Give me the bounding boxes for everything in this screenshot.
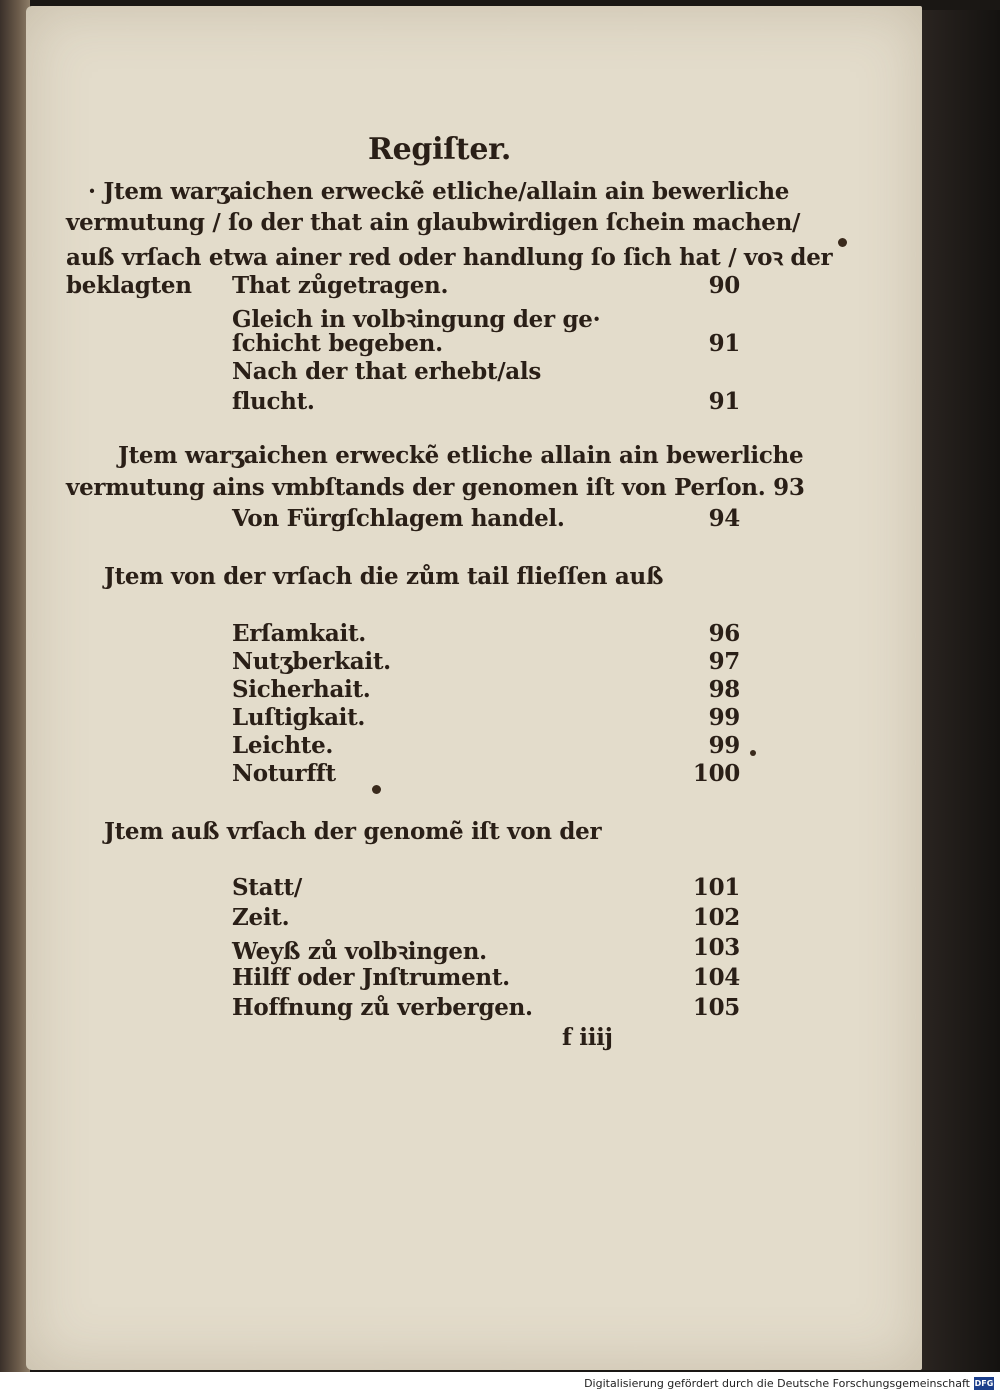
ink-spot bbox=[750, 750, 756, 756]
intro-entry-3: ſchicht begeben. bbox=[232, 330, 443, 357]
intro-line-3: auß vrſach etwa ainer red oder handlung ſo ſich hat / voꝛ der bbox=[66, 244, 833, 271]
section4-entry-5-page: 105 bbox=[692, 994, 740, 1021]
ink-spot bbox=[838, 238, 847, 247]
section3-entry-3: Sicherhait. bbox=[232, 676, 371, 703]
section4-entry-2: Zeit. bbox=[232, 904, 290, 931]
section3-entry-1-page: 96 bbox=[708, 620, 740, 647]
section4-entry-2-page: 102 bbox=[692, 904, 740, 931]
section3-entry-4-page: 99 bbox=[708, 704, 740, 731]
section4-heading: Jtem auß vrſach der genomẽ iſt von der bbox=[104, 818, 602, 845]
intro-entry-2: Gleich in volbꝛingung der ge· bbox=[232, 306, 601, 333]
intro-label: beklagten bbox=[66, 272, 192, 299]
section2-entry: Von Fürgſchlagem handel. bbox=[232, 505, 565, 532]
section4-entry-4-page: 104 bbox=[692, 964, 740, 991]
section3-entry-6-page: 100 bbox=[692, 760, 740, 787]
section3-entry-3-page: 98 bbox=[708, 676, 740, 703]
footer-bar bbox=[0, 1372, 1000, 1396]
section2-entry-page: 94 bbox=[708, 505, 740, 532]
section3-heading: Jtem von der vrſach die zům tail flieſſen auß bbox=[104, 563, 664, 590]
section2-line-2: vermutung ains vmbſtands der genomen iſt von Perſon. 93 bbox=[66, 474, 805, 501]
intro-entry-3-page: 91 bbox=[708, 330, 740, 357]
section3-entry-2: Nutʒberkait. bbox=[232, 648, 391, 675]
section4-entry-3-page: 103 bbox=[692, 934, 740, 961]
footer-credit: Digitalisierung gefördert durch die Deutsche Forschungsgemeinschaft bbox=[584, 1377, 970, 1390]
section3-entry-6: Noturfft bbox=[232, 760, 336, 787]
section3-entry-5: Leichte. bbox=[232, 732, 334, 759]
intro-entry-5: flucht. bbox=[232, 388, 315, 415]
section4-entry-1-page: 101 bbox=[692, 874, 740, 901]
section4-entry-1: Statt/ bbox=[232, 874, 302, 901]
page-title: Regiſter. bbox=[368, 132, 512, 167]
intro-line-2: vermutung / ſo der that ain glaubwirdigen ſchein machen/ bbox=[66, 209, 801, 236]
intro-entry-1: That zůgetragen. bbox=[232, 272, 449, 299]
page-right-shadow bbox=[922, 10, 1000, 1370]
intro-line-1: · Jtem warʒaichen erweckẽ etliche/allain ain bewerliche bbox=[88, 178, 790, 205]
section3-entry-4: Luſtigkait. bbox=[232, 704, 366, 731]
intro-entry-1-page: 90 bbox=[708, 272, 740, 299]
section4-entry-4: Hilff oder Jnſtrument. bbox=[232, 964, 510, 991]
section3-entry-2-page: 97 bbox=[708, 648, 740, 675]
section3-entry-5-page: 99 bbox=[708, 732, 740, 759]
section4-entry-3: Weyß zů volbꝛingen. bbox=[232, 938, 487, 965]
ink-spot bbox=[372, 785, 381, 794]
section2-line-1: Jtem warʒaichen erweckẽ etliche allain ain bewerliche bbox=[118, 442, 804, 469]
section4-entry-5: Hoffnung zů verbergen. bbox=[232, 994, 533, 1021]
section3-entry-1: Erſamkait. bbox=[232, 620, 366, 647]
signature-mark: f iiij bbox=[562, 1024, 613, 1051]
intro-entry-4: Nach der that erhebt/als bbox=[232, 358, 541, 385]
intro-entry-5-page: 91 bbox=[708, 388, 740, 415]
dfg-logo: DFG bbox=[974, 1379, 994, 1388]
